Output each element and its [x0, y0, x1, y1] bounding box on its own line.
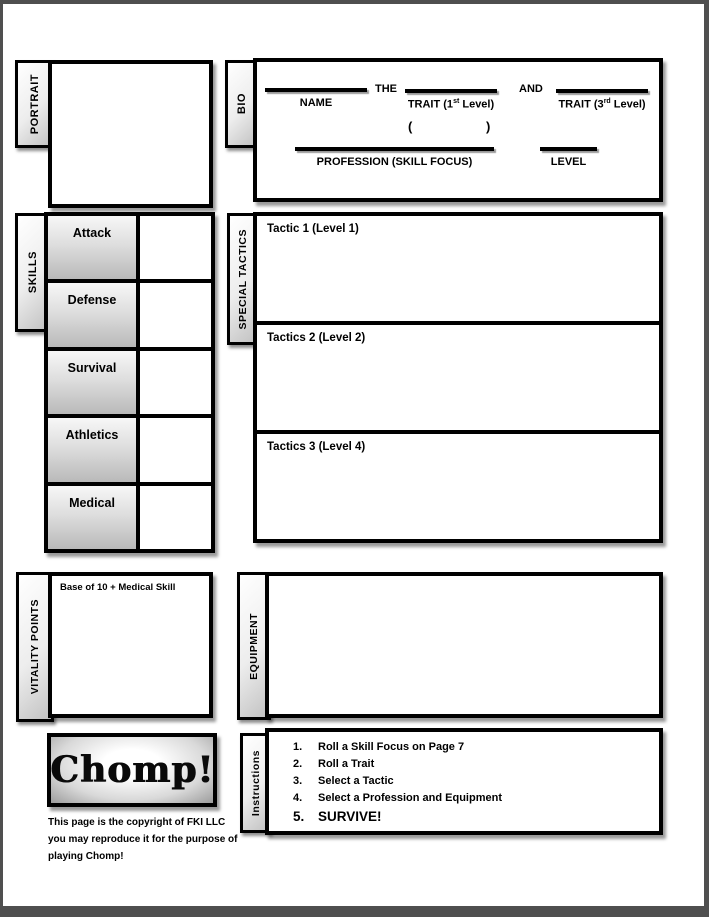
trait1-blank-line — [405, 89, 497, 93]
skill-focus-paren-open: ( — [408, 119, 413, 134]
skill-label-survival: Survival — [48, 351, 136, 414]
chomp-logo — [47, 733, 217, 807]
vitality-points-tab-label: VITALITY POINTS — [29, 599, 41, 695]
instruction-step-3: 3. Select a Tactic — [293, 775, 394, 788]
level-field-label: LEVEL — [550, 156, 587, 168]
special-tactics-tab-label: SPECIAL TACTICS — [237, 228, 249, 330]
bio-tab-label: BIO — [236, 93, 248, 115]
the-word: THE — [375, 83, 397, 95]
instruction-step-4: 4. Select a Profession and Equipment — [293, 792, 502, 805]
profession-blank-line — [295, 147, 494, 151]
skills-table — [44, 212, 215, 553]
vitality-points-note: Base of 10 + Medical Skill — [60, 582, 176, 593]
name-blank-line — [265, 88, 367, 92]
tactic-1-cell: Tactic 1 (Level 1) — [257, 216, 659, 321]
instructions-list — [269, 739, 659, 827]
copyright-text: This page is the copyright of FKI LLC you may reproduce it for the purpose of playing Chomp! — [48, 817, 238, 862]
skill-focus-paren-close: ) — [486, 119, 491, 134]
instruction-step-2: 2. Roll a Trait — [293, 758, 375, 771]
skill-label-medical: Medical — [48, 486, 136, 549]
skill-value-survival — [140, 351, 211, 414]
bio-box — [253, 58, 663, 202]
page-frame-right — [704, 0, 709, 917]
skill-value-athletics — [140, 418, 211, 481]
profession-field-label: PROFESSION (SKILL FOCUS) — [316, 156, 473, 168]
and-word: AND — [519, 83, 543, 95]
instructions-box — [265, 728, 663, 835]
trait1-field-label: TRAIT (1st Level) — [407, 98, 495, 111]
chomp-logo-text: Chomp! — [50, 749, 214, 791]
level-blank-line — [540, 147, 597, 151]
instruction-step-5: 5. SURVIVE! — [293, 809, 382, 825]
portrait-tab-label: PORTRAIT — [28, 73, 41, 135]
vitality-points-box — [48, 572, 213, 718]
name-field-label: NAME — [299, 97, 333, 109]
tactic-3-cell: Tactics 3 (Level 4) — [257, 434, 659, 539]
page-frame-top — [0, 0, 709, 4]
skill-label-athletics: Athletics — [48, 418, 136, 481]
portrait-box — [48, 60, 213, 208]
page-frame-bottom — [0, 906, 709, 917]
skill-value-attack — [140, 216, 211, 279]
skill-value-defense — [140, 283, 211, 346]
skill-value-medical — [140, 486, 211, 549]
skills-tab-label: SKILLS — [26, 251, 39, 294]
skill-label-attack: Attack — [48, 216, 136, 279]
instructions-tab-label: Instructions — [249, 749, 262, 817]
trait3-field-label: TRAIT (3rd Level) — [558, 98, 646, 111]
special-tactics-box — [253, 212, 663, 543]
skill-label-defense: Defense — [48, 283, 136, 346]
trait3-blank-line — [556, 89, 648, 93]
equipment-tab-label: EQUIPMENT — [248, 612, 260, 680]
instruction-step-1: 1. Roll a Skill Focus on Page 7 — [293, 741, 465, 753]
tactic-2-cell: Tactics 2 (Level 2) — [257, 325, 659, 430]
equipment-box — [265, 572, 663, 718]
page-frame-left — [0, 0, 3, 917]
